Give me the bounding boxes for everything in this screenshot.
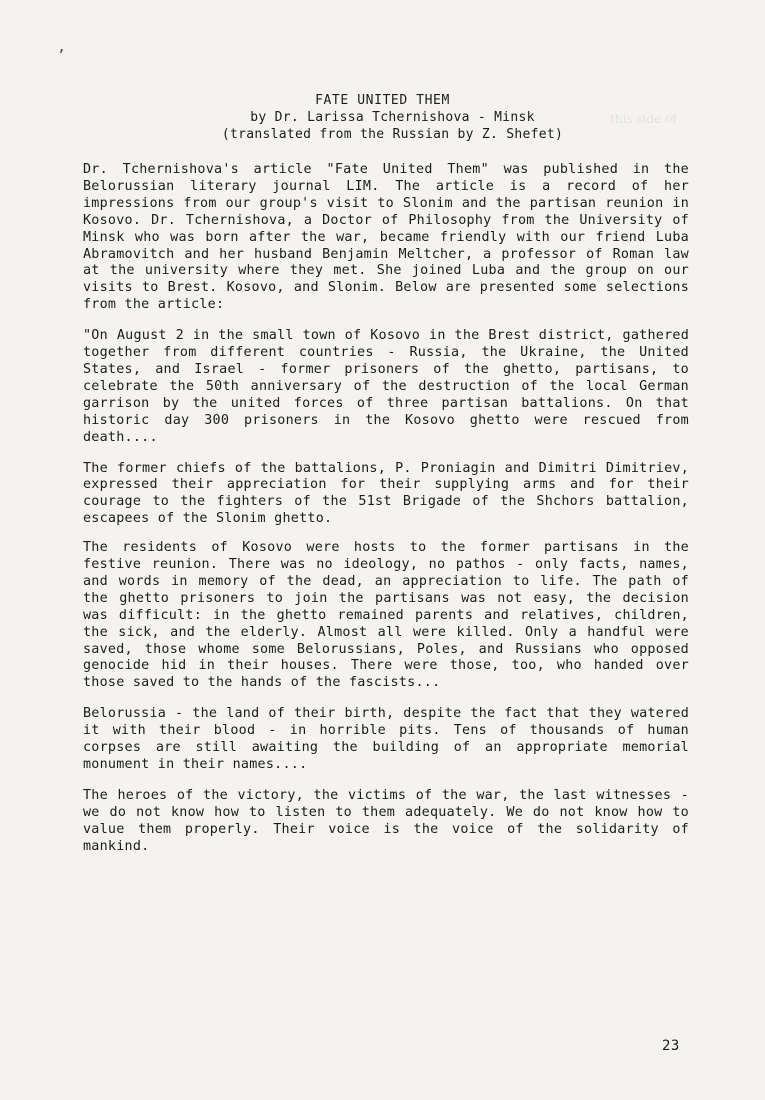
body-paragraph: The residents of Kosovo were hosts to the former partisans in the festive reunion. There was no ideology, no pathos - only facts, names, and words in memory of the dead, an appreciation to life. The path of the ghetto prisoners to join the partisans was not easy, the decision was difficult: in the ghetto remained parents and relatives, children, the sick, and the elderly. Almost all were killed. Only a handful were saved, those whome some Belorussians, Poles, and Russians who opposed genocide hid in their houses. There were those, too, who handed over those saved to the hands of the fascists...	[83, 540, 689, 691]
article-title: FATE UNITED THEM	[315, 93, 450, 108]
body-paragraph: The heroes of the victory, the victims of the war, the last witnesses - we do not know how to listen to them adequately. We do not know how to value them properly. Their voice is the voice of the solidarity of mankind.	[83, 787, 689, 854]
page-number: 23	[662, 1038, 680, 1054]
article-byline: by Dr. Larissa Tchernishova - Minsk	[250, 110, 535, 125]
translation-credit: (translated from the Russian by Z. Shefet)	[221, 127, 564, 142]
intro-paragraph: Dr. Tchernishova's article "Fate United Them" was published in the Belorussian literary journal LIM. The article is a record of her impressions from our group's visit to Slonim and the partisan reunion in Kosovo. Dr. Tchernishova, a Doctor of Philosophy from the University of Minsk who was born after the war, became friendly with our friend Luba Abramovitch and her husband Benjamin Meltcher, a professor of Roman law at the university where they met. She joined Luba and the group on our visits to Brest. Kosovo, and Slonim. Below are presented some selections from the article:	[83, 162, 689, 313]
body-paragraph: "On August 2 in the small town of Kosovo in the Brest district, gathered together from different countries - Russia, the Ukraine, the United States, and Israel - former prisoners of the ghetto, partisans, to celebrate the 50th anniversary of the destruction of the local German garrison by the united forces of three partisan battalions. On that historic day 300 prisoners in the Kosovo ghetto were rescued from death....	[83, 328, 689, 445]
article-body	[83, 162, 689, 870]
bleed-through-text: this side of	[610, 112, 677, 126]
corner-mark: ’	[57, 48, 66, 64]
body-paragraph: The former chiefs of the battalions, P. Proniagin and Dimitri Dimitriev, expressed their appreciation for their supplying arms and for their courage to the fighters of the 51st Brigade of the Shchors battalion, escapees of the Slonim ghetto.	[83, 460, 689, 527]
body-paragraph: Belorussia - the land of their birth, despite the fact that they watered it with their blood - in horrible pits. Tens of thousands of human corpses are still awaiting the building of an appropriate memorial monument in their names....	[83, 706, 689, 772]
